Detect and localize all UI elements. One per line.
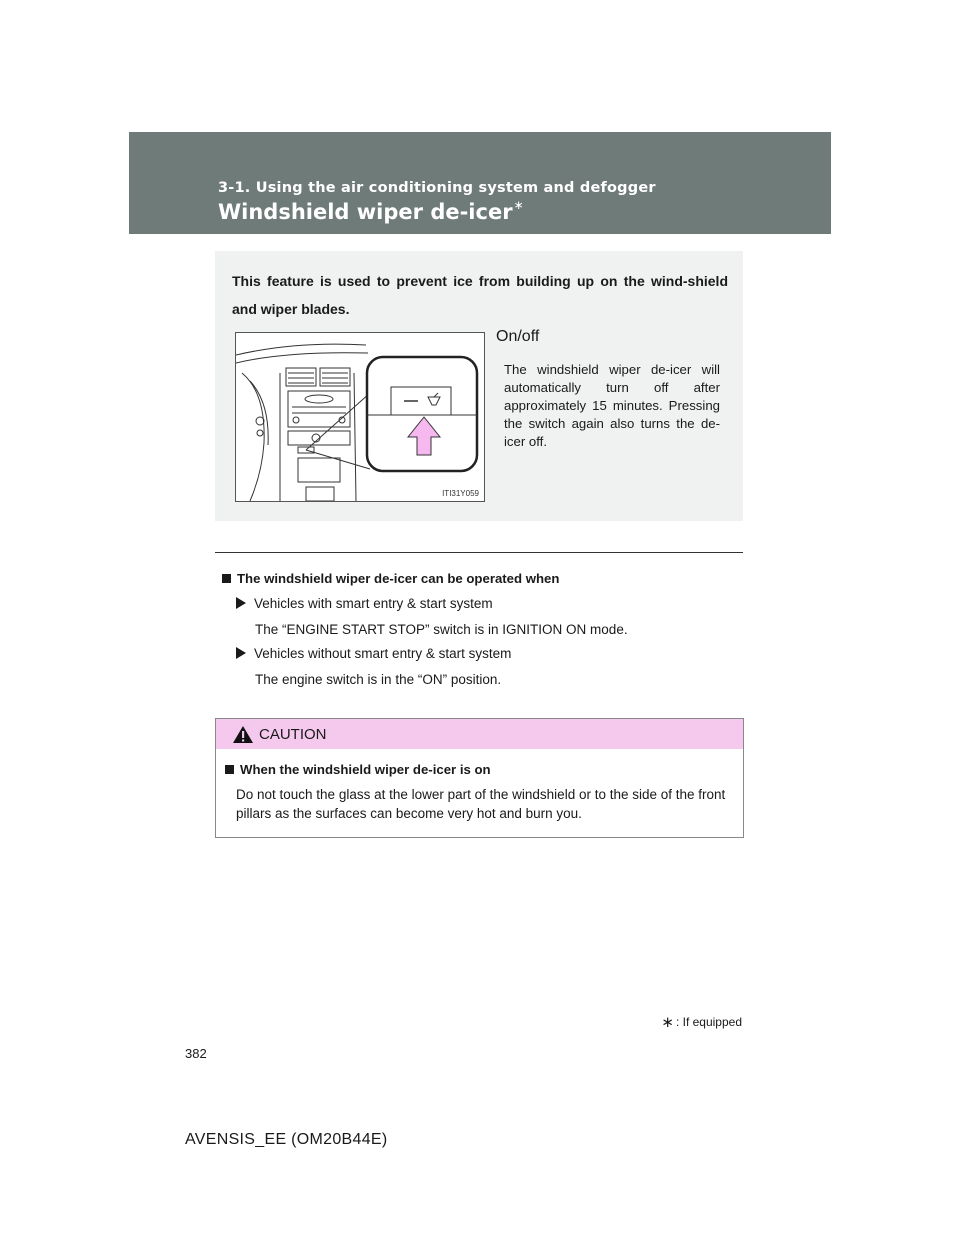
condition-vehicle-text: Vehicles with smart entry & start system	[254, 596, 493, 611]
page-title	[218, 200, 524, 224]
caution-heading-text: When the windshield wiper de-icer is on	[240, 762, 491, 777]
condition-vehicle	[236, 596, 493, 611]
condition-detail: The “ENGINE START STOP” switch is in IGNITION ON mode.	[255, 622, 628, 637]
square-bullet-icon	[222, 574, 231, 583]
equipped-mark: ∗	[513, 198, 524, 212]
caution-title: CAUTION	[259, 726, 327, 743]
onoff-label: On/off	[496, 328, 540, 345]
caution-body: Do not touch the glass at the lower part of the windshield or to the side of the front pillars as the surfaces can become very hot and burn you.	[236, 787, 726, 821]
condition-detail: The engine switch is in the “ON” position.	[255, 672, 502, 687]
dashboard-illustration	[235, 332, 485, 502]
onoff-description: The windshield wiper de-icer will automatically turn off after approximately 15 minutes. Pressing the switch again also turns the de-icer off.	[504, 362, 720, 449]
caution-header	[216, 719, 743, 749]
footnote-text: : If equipped	[675, 1015, 742, 1029]
section-divider	[215, 552, 743, 553]
page-number: 382	[185, 1046, 207, 1061]
manual-code: AVENSIS_EE (OM20B44E)	[185, 1131, 388, 1148]
dashboard-drawing	[236, 333, 484, 501]
square-bullet-icon	[225, 765, 234, 774]
arrow-bullet-icon	[236, 597, 246, 609]
caution-heading	[225, 762, 491, 777]
intro-box	[215, 251, 743, 521]
caution-box	[215, 718, 744, 838]
warning-icon	[232, 725, 254, 744]
figure-code: ITI31Y059	[442, 489, 479, 498]
asterisk-icon: ∗	[661, 1014, 674, 1031]
condition-vehicle-text: Vehicles without smart entry & start system	[254, 646, 512, 661]
conditions-heading-text: The windshield wiper de-icer can be operated when	[237, 571, 560, 586]
page-title-text: Windshield wiper de-icer	[218, 200, 513, 224]
condition-vehicle	[236, 646, 511, 661]
footnote	[661, 1013, 742, 1031]
arrow-bullet-icon	[236, 647, 246, 659]
conditions-heading	[222, 571, 559, 586]
section-label: 3-1. Using the air conditioning system and defogger	[218, 180, 656, 196]
intro-text: This feature is used to prevent ice from building up on the wind-shield and wiper blades.	[232, 273, 728, 317]
